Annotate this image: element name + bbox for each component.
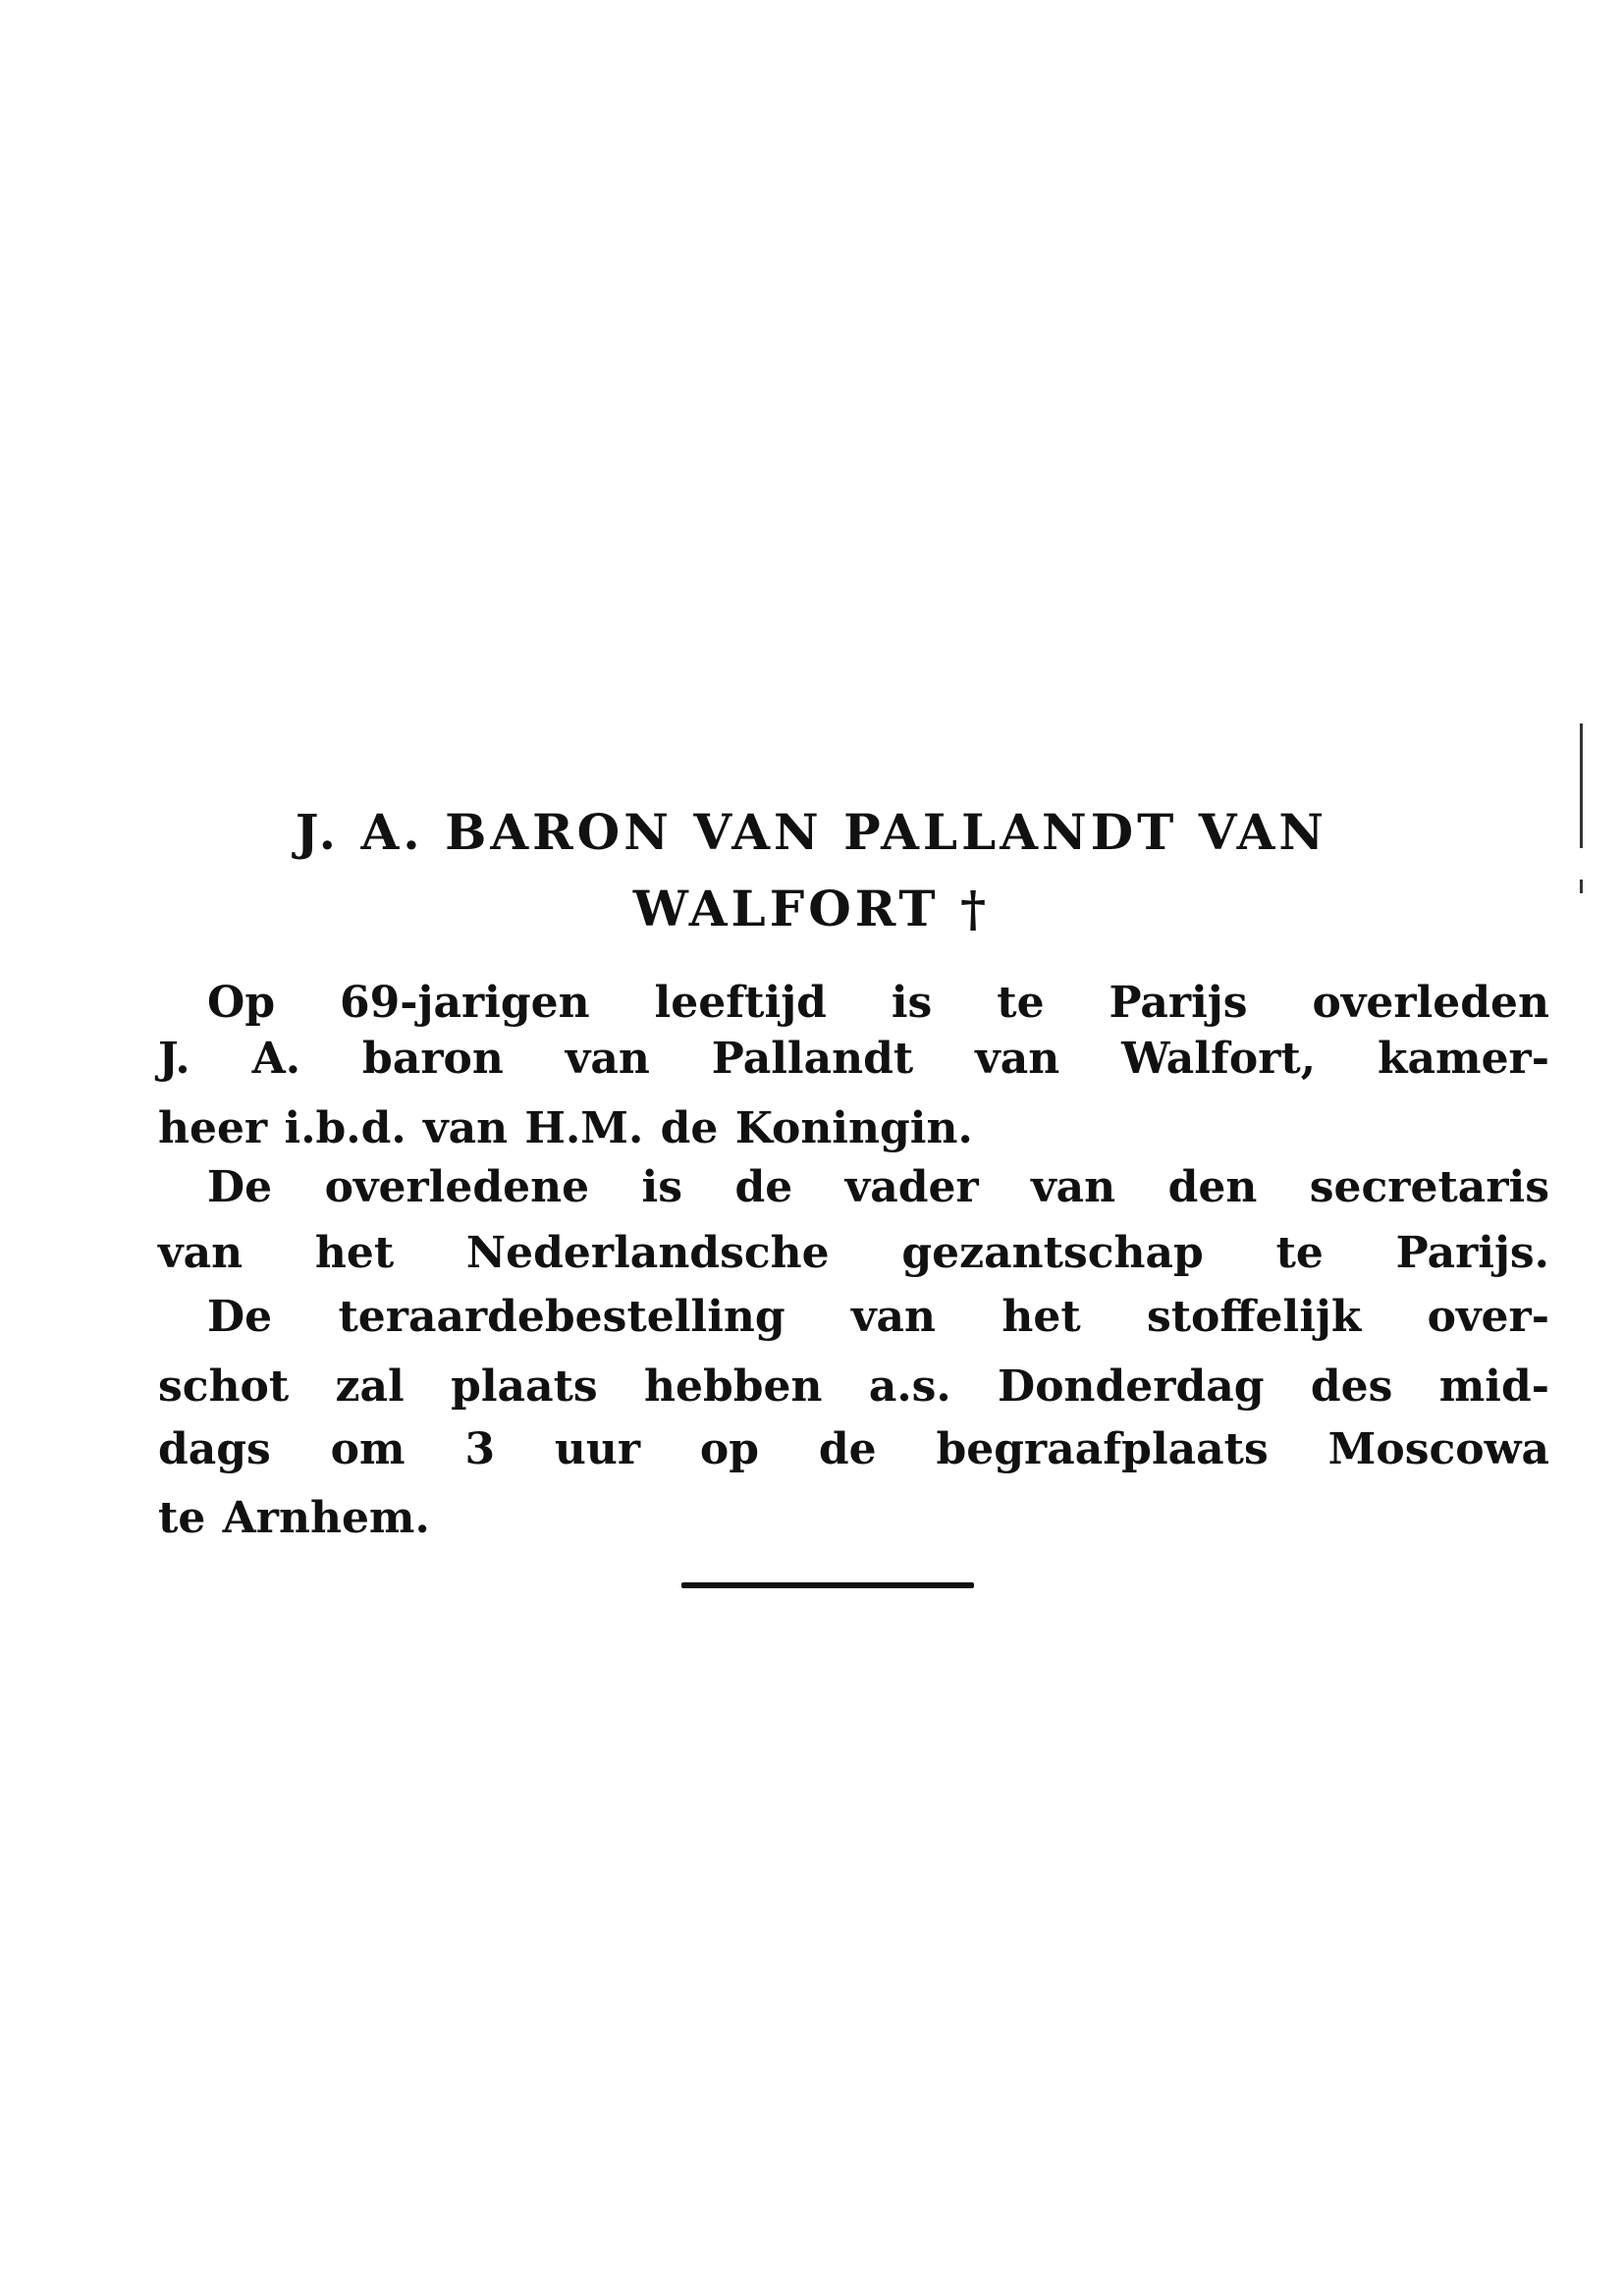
article-title-line-1: J. A. BARON VAN PALLANDT VAN — [295, 803, 1328, 861]
body-line: De teraardebestelling van het stoffelijk over- — [207, 1292, 1549, 1342]
body-line: dags om 3 uur op de begraafplaats Moscowa — [158, 1424, 1549, 1474]
body-line: Op 69-jarigen leeftijd is te Parijs overleden — [207, 978, 1549, 1028]
body-line: heer i.b.d. van H.M. de Koningin. — [158, 1103, 973, 1153]
body-line: J. A. baron van Pallandt van Walfort, kamer- — [158, 1034, 1549, 1084]
body-line: De overledene is de vader van den secretaris — [207, 1162, 1549, 1212]
column-rule-mark — [1580, 723, 1583, 848]
body-line: schot zal plaats hebben a.s. Donderdag des mid- — [158, 1362, 1549, 1412]
body-line: te Arnhem. — [158, 1493, 430, 1543]
separator-rule — [681, 1582, 974, 1588]
body-line: van het Nederlandsche gezantschap te Parijs. — [158, 1228, 1549, 1278]
article-title-line-2: WALFORT † — [632, 880, 991, 937]
column-rule-mark — [1580, 880, 1583, 893]
